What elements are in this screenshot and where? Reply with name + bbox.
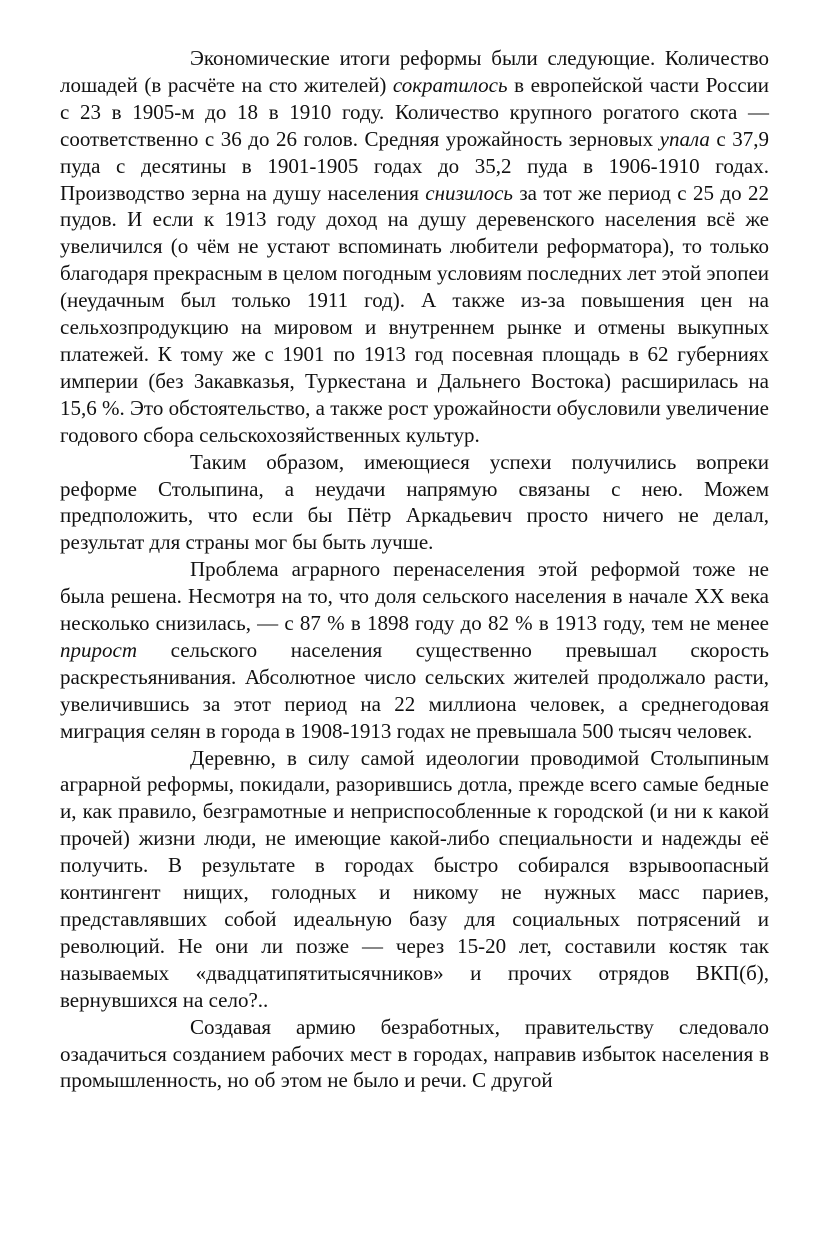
paragraph-conclusion — [60, 449, 769, 557]
text-run: Экономические итоги реформы были следующие. Количество лошадей (в расчёте на сто жителей) — [60, 46, 769, 97]
paragraph-unemployment — [60, 1014, 769, 1095]
paragraph-village-exodus — [60, 745, 769, 1014]
text-run: Создавая армию безработных, правительству следовало озадачиться созданием рабочих мест в городах, направив избыток населения в промышленность, но об этом не было и речи. С другой — [60, 1014, 769, 1093]
text-run: Деревню, в силу самой идеологии проводимой Столыпиным аграрной реформы, покидали, разорившись дотла, прежде всего самые бедные и, как правило, безграмотные и неприспособленные к городской (и ни к какой прочей) жизни люди, не имеющие какой-либо специальности и надежды её получить. В результате в городах быстро собирался взрывоопасный контингент нищих, голодных и никому не нужных масс париев, представлявших собой идеальную базу для социальных потрясений и революций. Не они ли позже — через 15-20 лет, составили костяк так называемых «двадцатипятитысячников» и прочих отрядов ВКП(б), вернувшихся на село?.. — [60, 745, 769, 1012]
text-run: за тот же период с 25 до 22 пудов. И если к 1913 году доход на душу деревенского населения всё же увеличился (о чём не устают вспоминать любители реформатора), то только благодаря прекрасным в целом погодным условиям последних лет этой эпопеи (неудачным был только 1911 год). А также из-за повышения цен на сельхозпродукцию на мировом и внутреннем рынке и отмены выкупных платежей. К тому же с 1901 по 1913 год посевная площадь в 62 губерниях империи (без Закавказья, Туркестана и Дальнего Востока) расширилась на 15,6 %. Это обстоятельство, а также рост урожайности обусловили увеличение годового сбора сельскохозяйственных культур. — [60, 180, 769, 447]
text-run: сельского населения существенно превышал скорость раскрестьянивания. Абсолютное число сельских жителей продолжало расти, увеличившись за этот период на 22 миллиона человек, а среднегодовая миграция селян в города в 1908-1913 годах не превышала 500 тысяч человек. — [60, 637, 769, 743]
paragraph-overpopulation — [60, 556, 769, 744]
text-run: в европейской части России с 23 в 1905-м до 18 в 1910 году. Количество крупного рогатого скота — соответственно с 36 до 26 голов. Средняя урожайность зерновых — [60, 72, 769, 151]
text-run: Проблема аграрного перенаселения этой реформой тоже не была решена. Несмотря на то, что доля сельского населения в начале XX века несколько снизилась, — с 87 % в 1898 году до 82 % в 1913 году, тем не менее — [60, 557, 769, 636]
paragraph-economic-results — [60, 45, 769, 449]
italic-text-run: снизилось — [425, 180, 513, 205]
italic-text-run: прирост — [60, 637, 137, 662]
text-run: с 37,9 пуда с десятины в 1901-1905 годах до 35,2 пуда в 1906-1910 годах. Производство зерна на душу населения — [60, 126, 770, 205]
text-run: Таким образом, имеющиеся успехи получились вопреки реформе Столыпина, а неудачи напрямую связаны с нею. Можем предположить, что если бы Пётр Аркадьевич просто ничего не делал, результат для страны мог бы быть лучше. — [60, 449, 769, 555]
italic-text-run: сократилось — [392, 72, 508, 97]
italic-text-run: упала — [659, 126, 710, 151]
document-page — [60, 45, 769, 1094]
